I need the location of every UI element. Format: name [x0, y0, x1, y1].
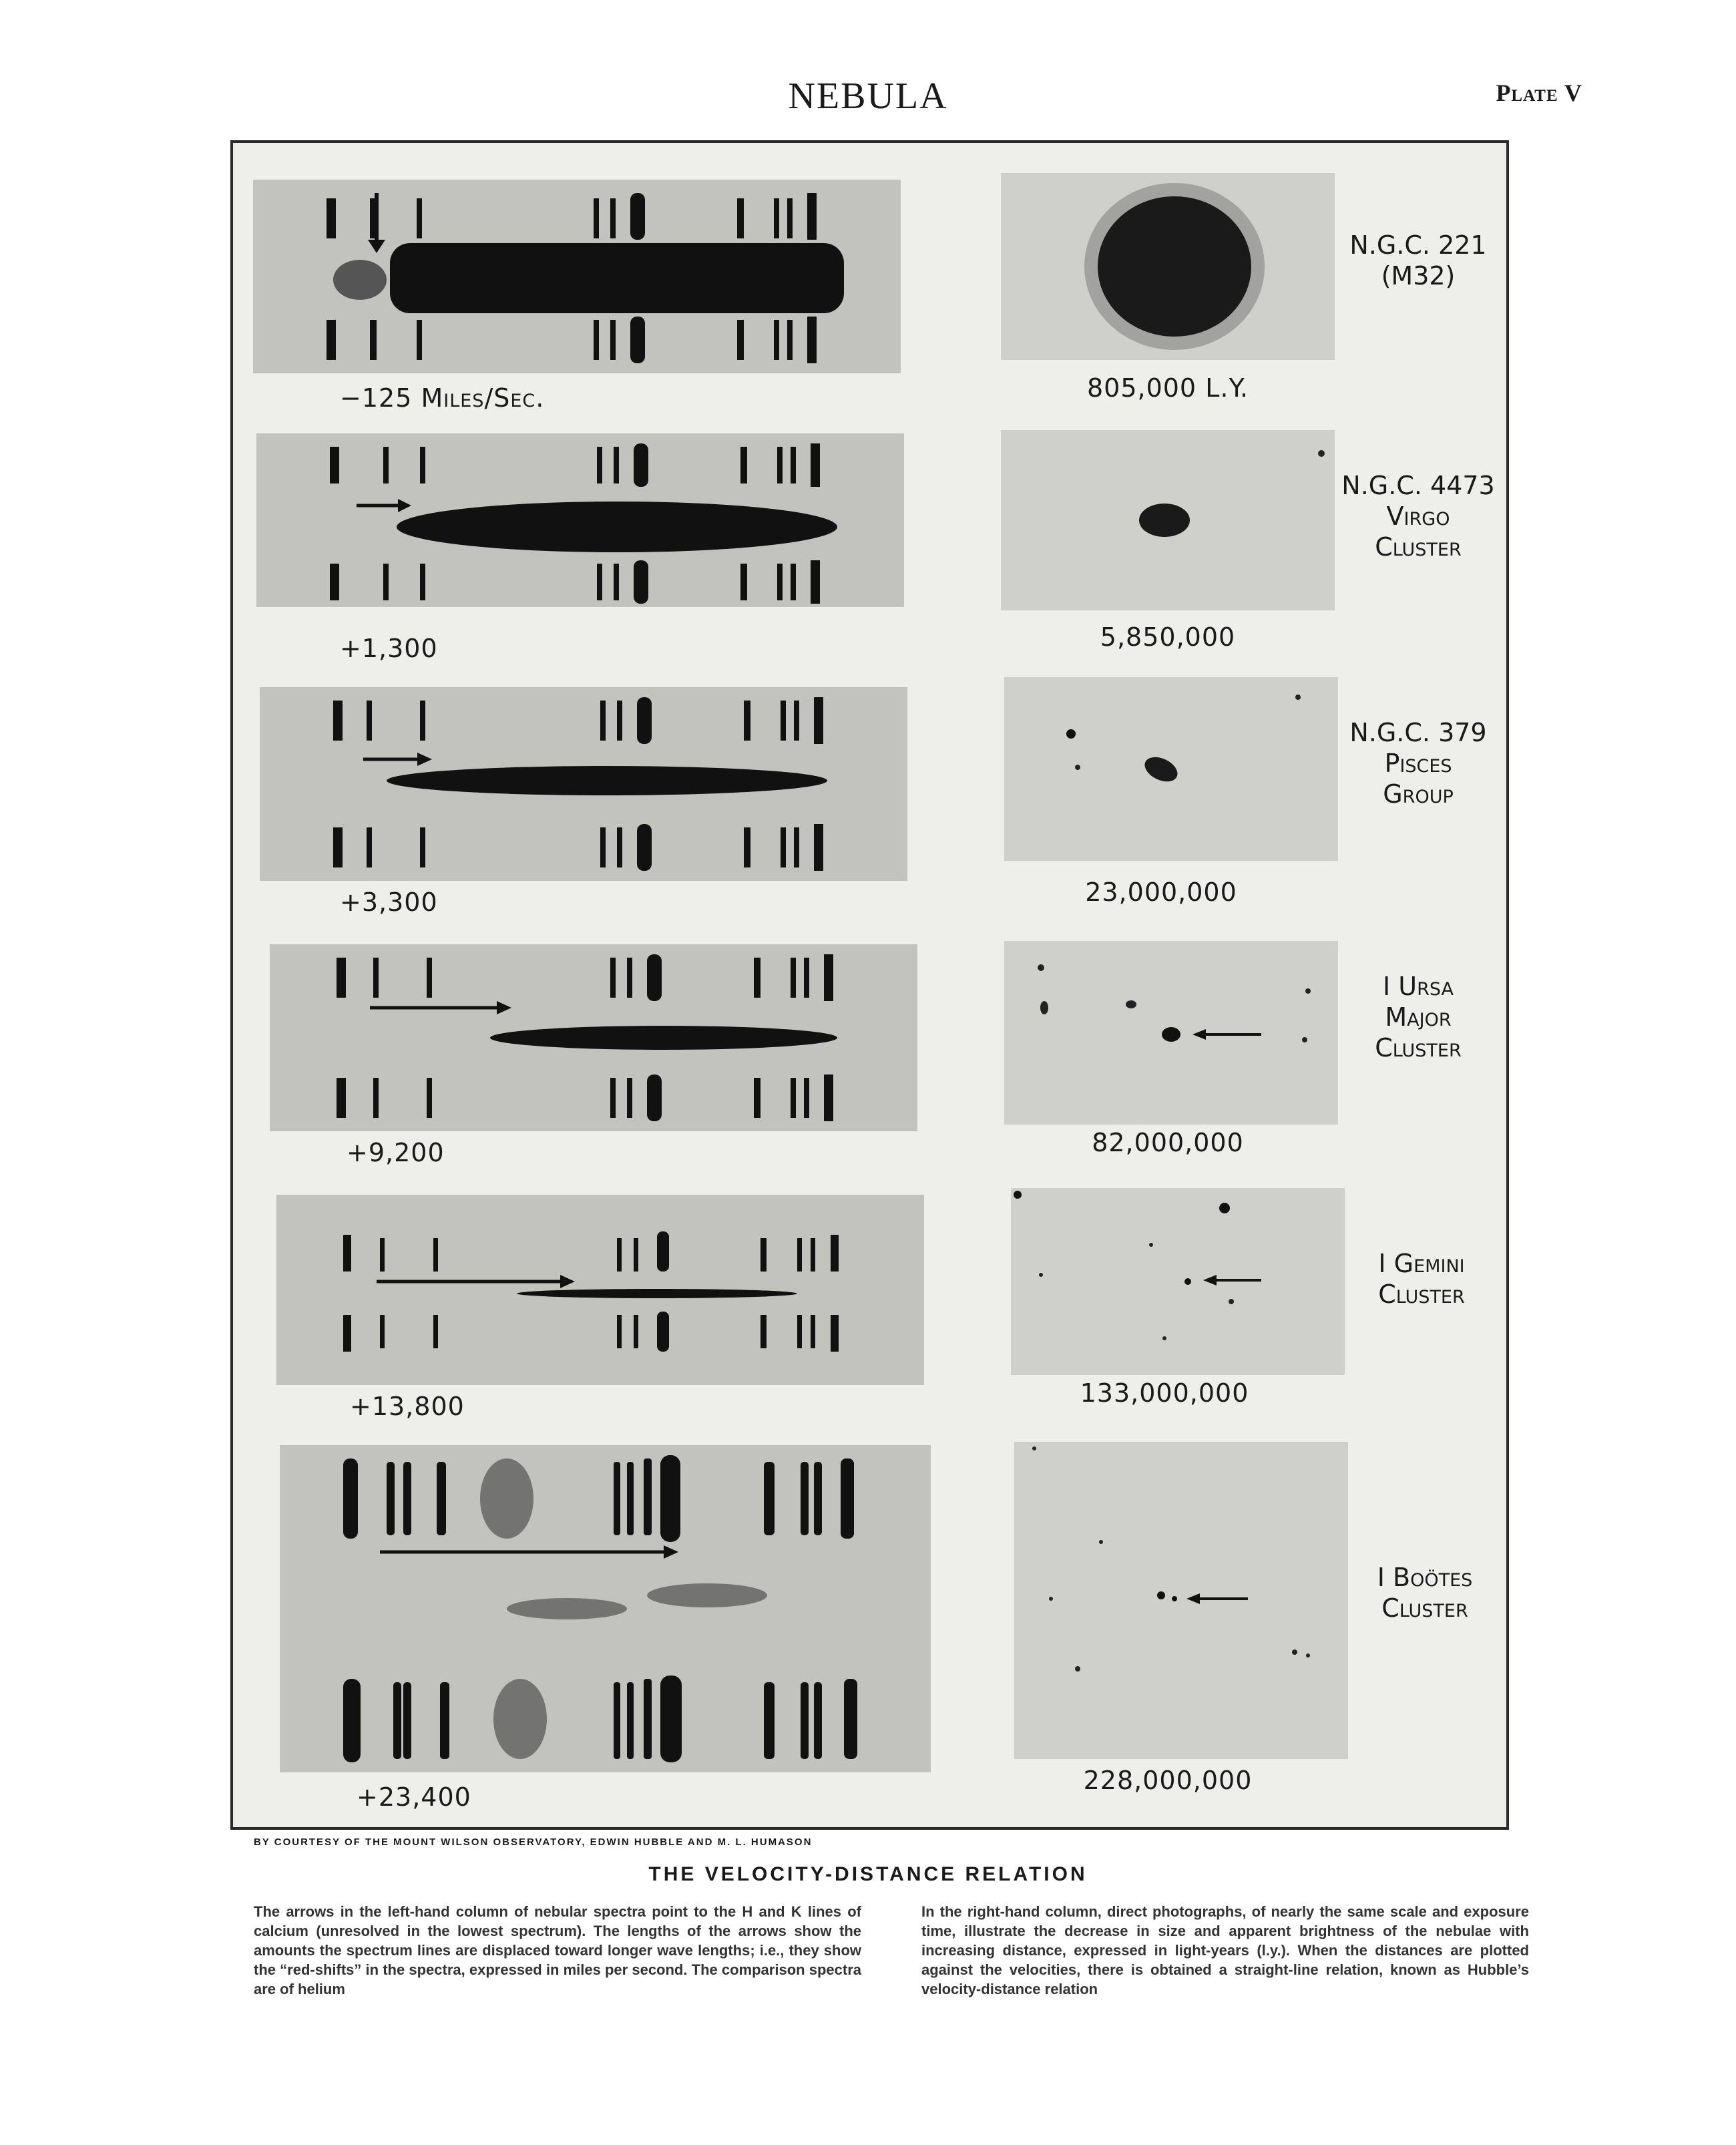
nebula-photo [1014, 1442, 1348, 1759]
spectrum-image [280, 1445, 931, 1772]
nebula-name-line: Major [1385, 1002, 1452, 1032]
distance-label: 23,000,000 [1085, 878, 1237, 907]
spectrum-image [276, 1195, 924, 1385]
nebula-name-line: I Ursa [1383, 972, 1454, 1001]
nebula-name [1328, 470, 1508, 562]
nebula-name-line: Group [1383, 779, 1454, 809]
nebula-name [1328, 971, 1508, 1063]
velocity-label: −125 Miles/Sec. [340, 383, 545, 413]
nebula-name [1335, 1562, 1515, 1623]
nebula-name-line: Cluster [1375, 532, 1462, 562]
nebula-name [1328, 717, 1508, 809]
velocity-label: +9,200 [347, 1138, 445, 1167]
nebula-photo [1001, 430, 1335, 610]
nebula-photo [1001, 173, 1335, 360]
photo-credit: BY COURTESY OF THE MOUNT WILSON OBSERVATORY, EDWIN HUBBLE AND M. L. HUMASON [254, 1836, 813, 1848]
nebula-name [1331, 1248, 1512, 1310]
spectrum-image [260, 687, 907, 881]
velocity-label: +13,800 [350, 1392, 465, 1421]
nebula-name-line: I Gemini [1378, 1249, 1465, 1278]
caption-right-column: In the right-hand column, direct photographs, of nearly the same scale and exposure time, illustrate the decrease in size and apparent brightness of the nebulae with increasing distance, expressed in light-years (l.y.). When the distances are plotted against the velocities, there is obtained a straight-line relation, known as Hubble’s velocity-distance relation [921, 1903, 1529, 1997]
nebula-name-line: N.G.C. 4473 [1341, 471, 1495, 500]
distance-label: 82,000,000 [1092, 1128, 1244, 1157]
nebula-name-line: Cluster [1378, 1280, 1465, 1309]
nebula-name-line: Cluster [1381, 1593, 1468, 1623]
distance-label: 228,000,000 [1083, 1766, 1253, 1795]
distance-label: 133,000,000 [1080, 1378, 1249, 1408]
distance-label: 805,000 L.Y. [1086, 373, 1249, 403]
caption-left-column: The arrows in the left-hand column of nebular spectra point to the H and K lines of calcium (unresolved in the lowest spectrum). The lengths of the arrows show the amounts the spectrum lines are displaced toward longer wave lengths; i.e., they show the “red-shifts” in the spectra, expressed in miles per second. The comparison spectra are of helium [254, 1903, 861, 1997]
nebula-name-line: Virgo [1386, 502, 1450, 531]
nebula-name-line: Pisces [1384, 749, 1452, 778]
spectrum-image [256, 433, 904, 607]
caption-title: THE VELOCITY-DISTANCE RELATION [648, 1863, 1088, 1885]
plate-frame [230, 140, 1509, 1830]
page-title: NEBULA [788, 75, 948, 117]
nebula-photo [1004, 677, 1338, 861]
plate-number: Plate V [1496, 79, 1582, 106]
velocity-label: +3,300 [340, 888, 438, 917]
nebula-name [1328, 230, 1508, 291]
nebula-name-line: N.G.C. 221 [1349, 230, 1487, 260]
nebula-name-line: I Boötes [1377, 1563, 1473, 1592]
nebula-name-line: N.G.C. 379 [1349, 718, 1487, 747]
velocity-label: +23,400 [357, 1782, 471, 1812]
nebula-photo [1011, 1188, 1345, 1375]
nebula-name-line: Cluster [1375, 1033, 1462, 1062]
distance-label: 5,850,000 [1100, 622, 1236, 652]
spectrum-image [253, 180, 901, 373]
nebula-name-line: (M32) [1381, 261, 1456, 290]
spectrum-image [270, 944, 917, 1131]
velocity-label: +1,300 [340, 634, 438, 663]
nebula-photo [1004, 941, 1338, 1125]
